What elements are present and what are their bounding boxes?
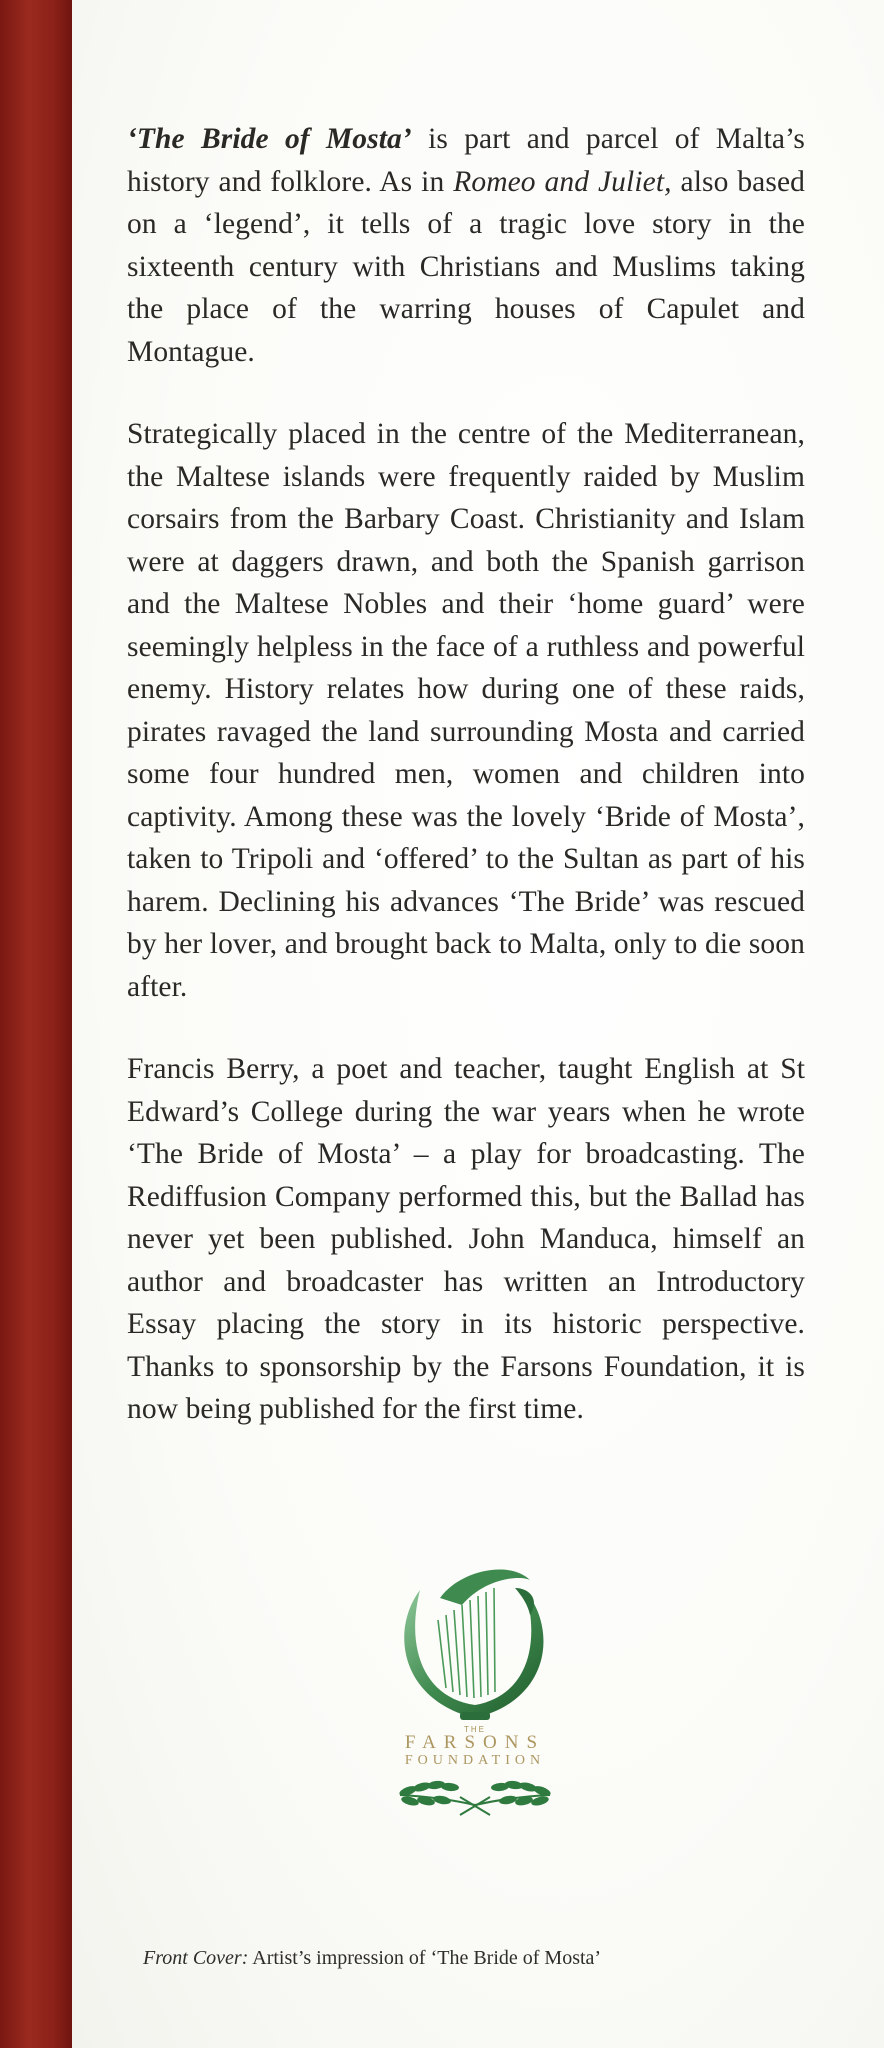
caption-label: Front Cover: [143, 1947, 249, 1969]
paragraph-author: Francis Berry, a poet and teacher, taught English at St Edward’s College during the war years when he wrote ‘The Bride of Mosta’ – a play for broadcasting. The Rediffusion Company performed this, but the Ballad has never yet been published. John Manduca, himself an author and broadcaster has written an Introductory Essay placing the story in its historic perspective. Thanks to sponsorship by the Farsons Foundation, it is now being published for the first time. [127, 1053, 805, 1425]
logo-name-text: FARSONS [404, 1732, 546, 1753]
blurb-text [127, 118, 805, 1471]
intro-text-b: also based on a ‘legend’, it tells of a tragic love story in the sixteenth century with Christians and Muslims taking the place of the warring houses of Capulet and Montague. [127, 165, 805, 368]
lyre-icon [380, 1560, 570, 1730]
intro-text-a: is part and parcel of Malta’s history and folklore. As in [127, 123, 805, 198]
laurel-icon [380, 1775, 570, 1825]
logo-the-text: THE [464, 1725, 486, 1734]
paragraph-history: Strategically placed in the centre of the Mediterranean, the Maltese islands were frequently raided by Muslim corsairs from the Barbary Coast. Christianity and Islam were at daggers drawn, and both the Spanish garrison and the Maltese Nobles and their ‘home guard’ were seemingly helpless in the face of a ruthless and powerful enemy. History relates how during one of these raids, pirates ravaged the land surrounding Mosta and carried some four hundred men, women and children into captivity. Among these was the lovely ‘Bride of Mosta’, taken to Tripoli and ‘offered’ to the Sultan as part of his harem. Declining his advances ‘The Bride’ was rescued by her lover, and brought back to Malta, only to die soon after. [127, 418, 805, 1003]
book-spine [0, 0, 72, 2048]
book-title: ‘The Bride of Mosta’ [127, 123, 412, 155]
caption-text: Artist’s impression of ‘The Bride of Mosta’ [248, 1947, 602, 1969]
logo-sub-text: FOUNDATION [404, 1753, 546, 1768]
paragraph-intro [127, 118, 805, 373]
cover-caption [143, 1947, 843, 1970]
play-title: Romeo and Juliet, [453, 165, 672, 198]
farsons-foundation-logo [380, 1560, 570, 1830]
